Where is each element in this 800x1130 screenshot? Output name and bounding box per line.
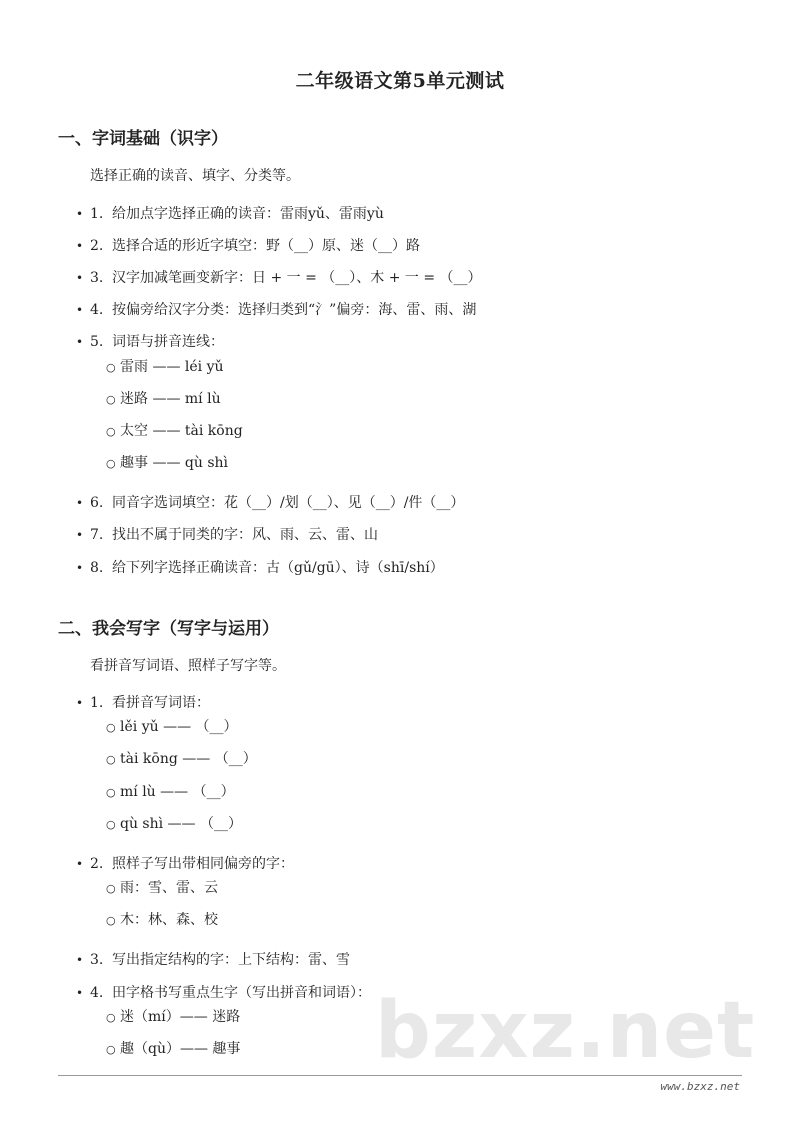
sub-list-item: ○ 木：林、森、校 <box>106 912 218 928</box>
circle-bullet-icon: ○ <box>106 361 116 374</box>
bullet-icon: • <box>76 207 84 221</box>
list-item: • 2. 照样子写出带相同偏旁的字： <box>76 856 294 872</box>
circle-bullet-icon: ○ <box>106 721 116 734</box>
sub-list-item: ○ lěi yǔ —— （__） <box>106 719 238 735</box>
circle-bullet-icon: ○ <box>106 753 116 766</box>
sub-list-item: ○ 太空 —— tài kōng <box>106 423 243 439</box>
list-item: • 6. 同音字选词填空：花（__）/划（__）、见（__）/件（__） <box>76 495 465 511</box>
bullet-icon: • <box>76 496 84 510</box>
sub-list-item: ○ 雨：雪、雷、云 <box>106 880 218 896</box>
bullet-icon: • <box>76 696 84 710</box>
list-item: • 1. 给加点字选择正确的读音：雷雨yǔ、雷雨yù <box>76 206 384 222</box>
circle-bullet-icon: ○ <box>106 1011 116 1024</box>
bullet-icon: • <box>76 303 84 317</box>
bullet-icon: • <box>76 271 84 285</box>
bullet-icon: • <box>76 335 84 349</box>
circle-bullet-icon: ○ <box>106 1043 116 1056</box>
sub-list-item: ○ mí lù —— （__） <box>106 784 235 800</box>
circle-bullet-icon: ○ <box>106 425 116 438</box>
circle-bullet-icon: ○ <box>106 393 116 406</box>
page-title: 二年级语文第5单元测试 <box>295 70 505 92</box>
sub-list-item: ○ tài kōng —— （__） <box>106 751 257 767</box>
bullet-icon: • <box>76 528 84 542</box>
circle-bullet-icon: ○ <box>106 914 116 927</box>
list-item: • 2. 选择合适的形近字填空：野（__）原、迷（__）路 <box>76 238 420 254</box>
circle-bullet-icon: ○ <box>106 882 116 895</box>
sub-list-item: ○ 迷路 —— mí lù <box>106 391 221 407</box>
footer-divider <box>58 1075 742 1076</box>
sub-list-item: ○ 雷雨 —— léi yǔ <box>106 359 224 375</box>
bullet-icon: • <box>76 986 84 1000</box>
list-item: • 4. 田字格书写重点生字（写出拼音和词语）： <box>76 985 371 1001</box>
list-item: • 8. 给下列字选择正确读音：古（gǔ/gū）、诗（shī/shí） <box>76 560 444 576</box>
section-2-intro: 看拼音写词语、照样子写字等。 <box>90 658 286 674</box>
list-item: • 4. 按偏旁给汉字分类：选择归类到“氵”偏旁：海、雷、雨、湖 <box>76 302 477 318</box>
section-1-intro: 选择正确的读音、填字、分类等。 <box>90 168 300 184</box>
circle-bullet-icon: ○ <box>106 786 116 799</box>
sub-list-item: ○ 趣（qù）—— 趣事 <box>106 1041 241 1057</box>
section-2-heading: 二、我会写字（写字与运用） <box>58 619 279 639</box>
bullet-icon: • <box>76 239 84 253</box>
list-item: • 1. 看拼音写词语： <box>76 695 210 711</box>
list-item: • 3. 汉字加减笔画变新字：日 + 一 = （__）、木 + 一 = （__） <box>76 270 482 286</box>
list-item: • 3. 写出指定结构的字：上下结构：雷、雪 <box>76 952 350 968</box>
sub-list-item: ○ 趣事 —— qù shì <box>106 455 229 471</box>
section-1-heading: 一、字词基础（识字） <box>58 129 228 149</box>
sub-list-item: ○ 迷（mí）—— 迷路 <box>106 1009 241 1025</box>
watermark: bzxz.net <box>375 986 756 1076</box>
circle-bullet-icon: ○ <box>106 818 116 831</box>
bullet-icon: • <box>76 857 84 871</box>
footer-url: www.bzxz.net <box>660 1080 740 1093</box>
bullet-icon: • <box>76 561 84 575</box>
list-item: • 5. 词语与拼音连线： <box>76 334 224 350</box>
sub-list-item: ○ qù shì —— （__） <box>106 816 243 832</box>
circle-bullet-icon: ○ <box>106 457 116 470</box>
list-item: • 7. 找出不属于同类的字：风、雨、云、雷、山 <box>76 527 378 543</box>
bullet-icon: • <box>76 953 84 967</box>
